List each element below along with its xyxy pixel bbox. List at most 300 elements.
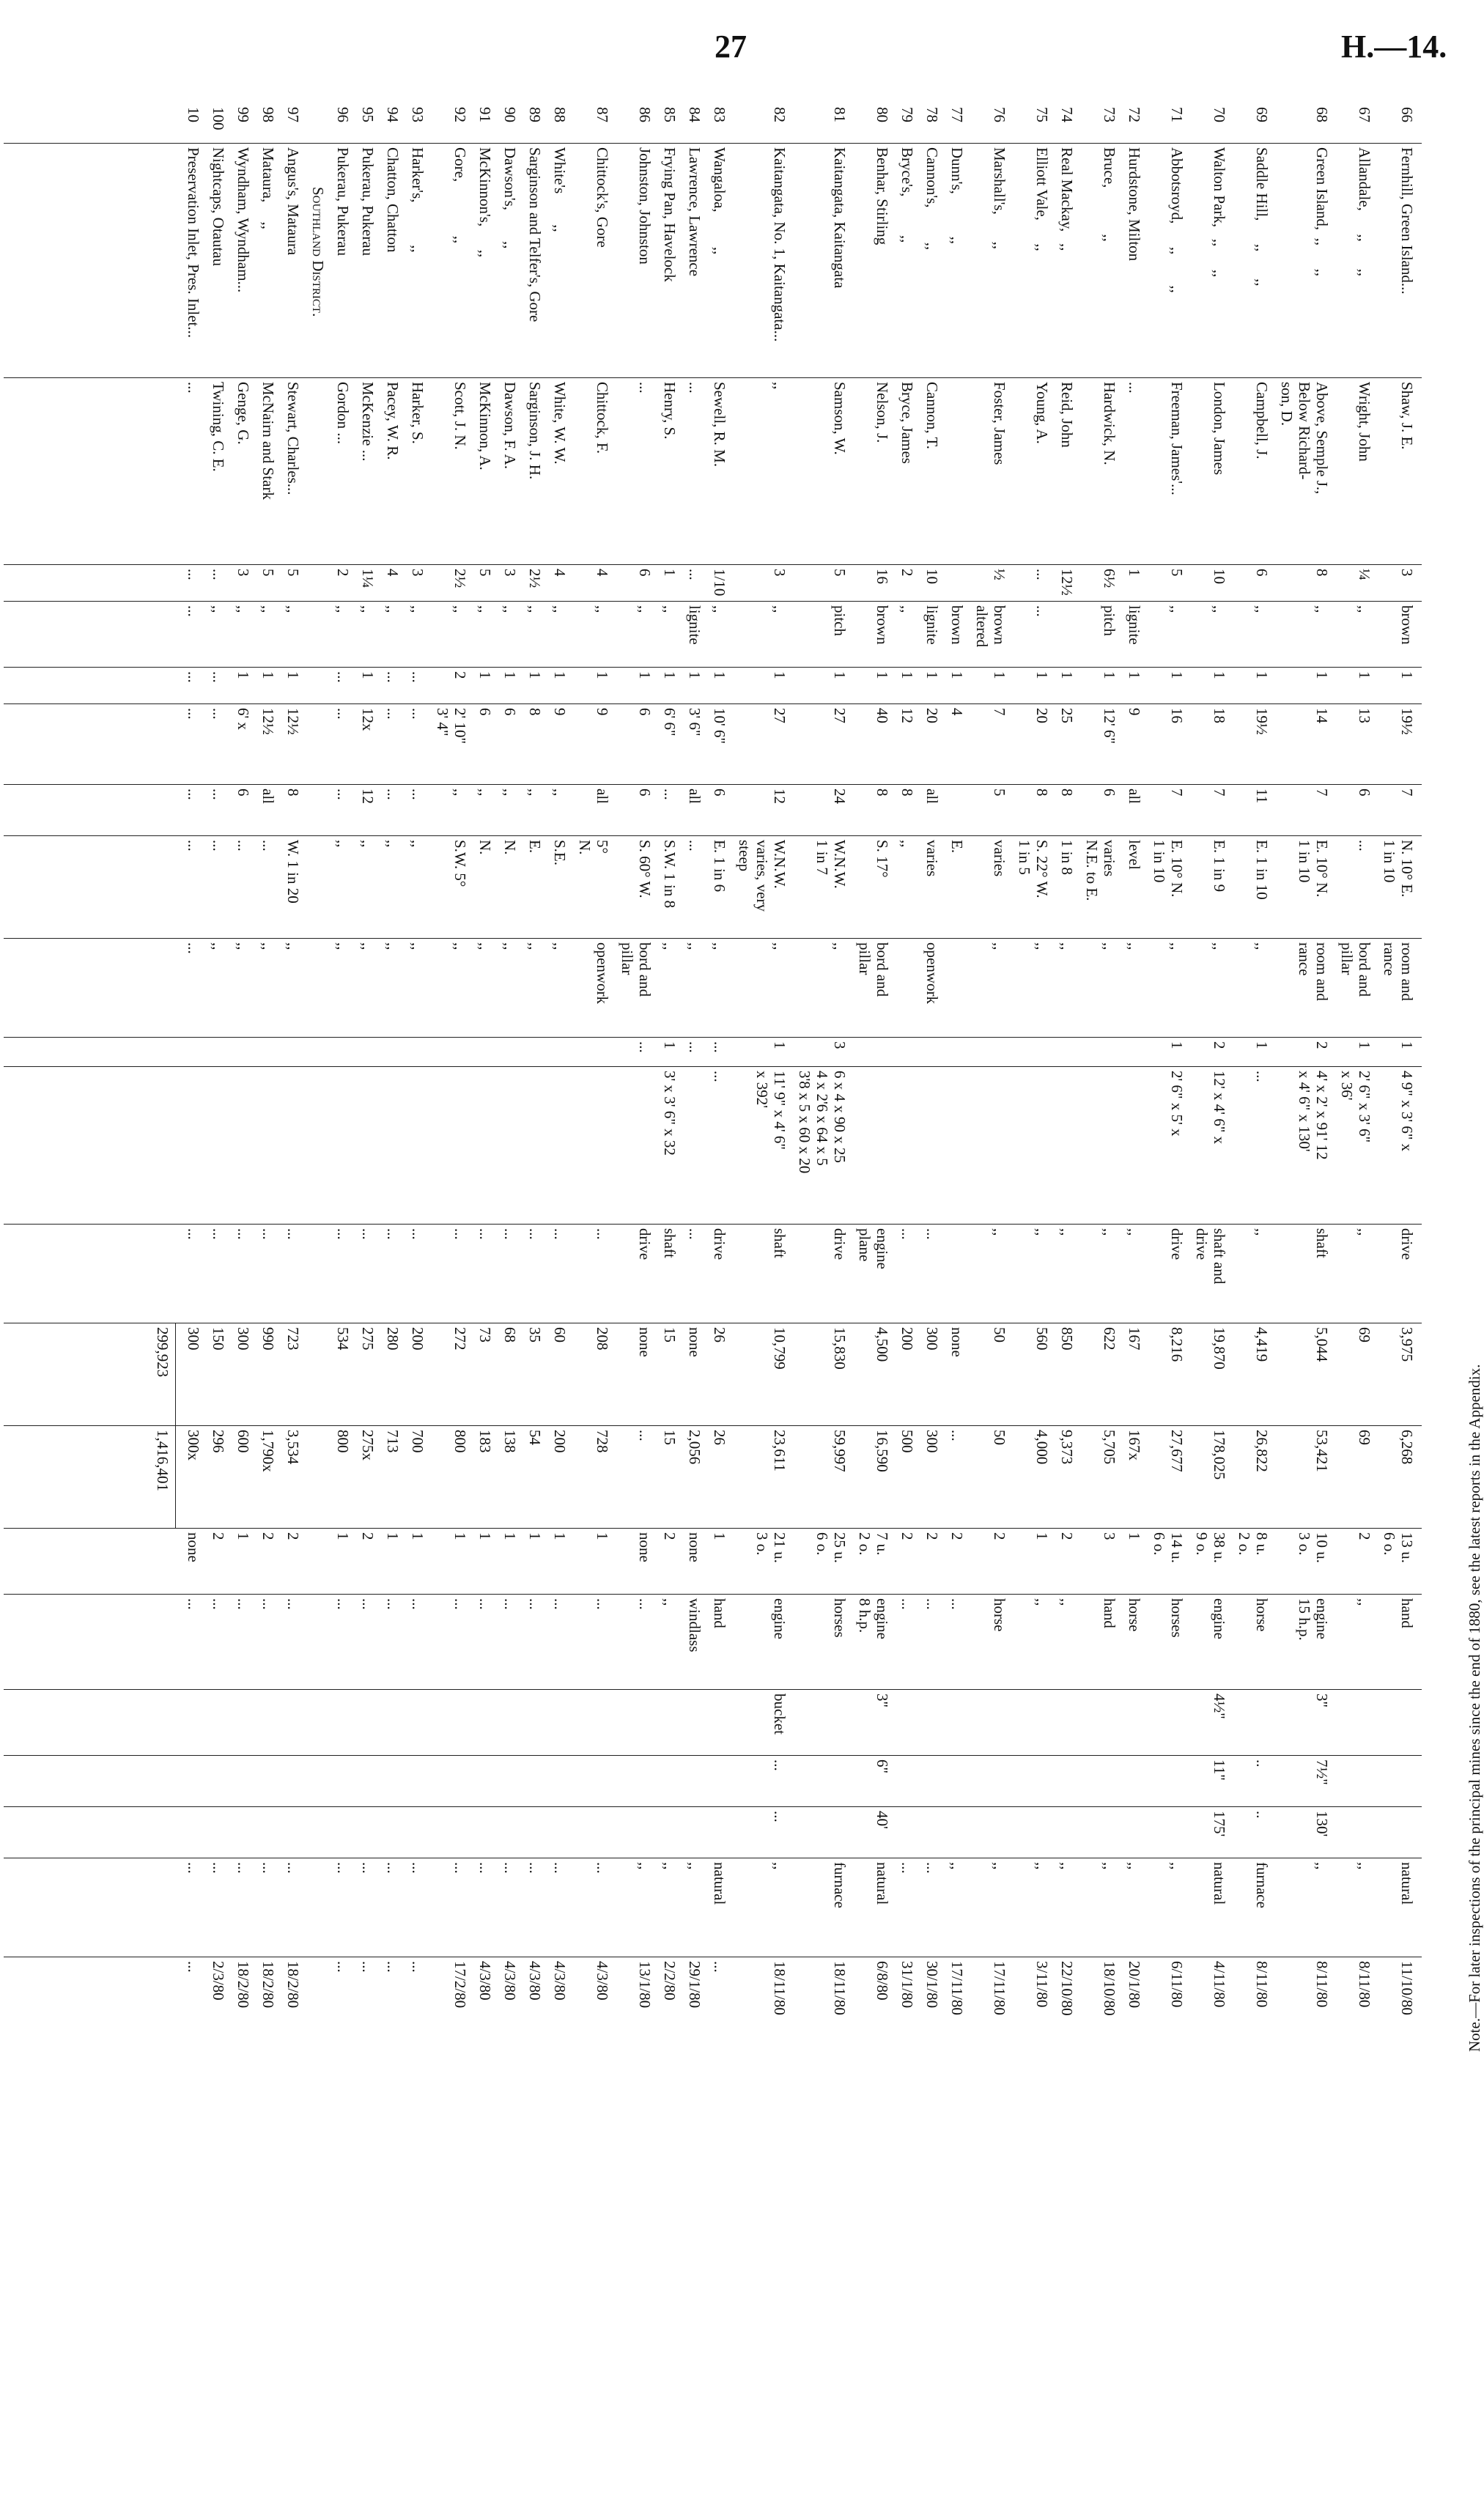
cell-mine: Harker's, ,,	[409, 147, 427, 253]
cell-vent: ...	[551, 1862, 569, 1874]
cell-access: ...	[210, 1228, 227, 1240]
cell-no: 69	[1253, 107, 1271, 122]
cell-no: 100	[210, 107, 227, 130]
table-row	[427, 103, 469, 2455]
cell-dip: S. 22° W. 1 in 5	[1016, 840, 1051, 898]
cell-vent: ,,	[1126, 1862, 1143, 1870]
cell-mine: McKinnon's, ,,	[476, 147, 494, 258]
table-row	[1051, 103, 1076, 2455]
cell-f: 19,870	[1211, 1327, 1228, 1370]
cell-dip: E. 1 in 9	[1211, 840, 1228, 893]
cell-vent: ,,	[1058, 1862, 1076, 1870]
cell-date: 6/8/80	[874, 1961, 891, 2001]
cell-access: ,,	[1253, 1228, 1271, 1236]
cell-dip: ...	[686, 840, 704, 852]
cell-no: 90	[501, 107, 519, 122]
cell-date: 11/10/80	[1398, 1961, 1416, 2015]
cell-j: ...	[771, 1811, 789, 1822]
cell-owner: Cannon, T.	[923, 382, 941, 449]
cell-date: 17/2/80	[451, 1961, 469, 2009]
cell-men: 1	[476, 1532, 494, 1540]
cell-owner: London, James	[1211, 382, 1228, 476]
cell-coal: pitch	[1101, 605, 1118, 636]
cell-no: 71	[1168, 107, 1186, 122]
cell-men: 1	[1126, 1532, 1143, 1540]
cell-haul: ...	[284, 1598, 302, 1610]
cell-method: ,,	[334, 942, 352, 950]
cell-c: 12x	[359, 708, 377, 731]
table-row	[966, 103, 1008, 2455]
cell-no: 10	[185, 107, 202, 122]
cell-dip: E.	[948, 840, 966, 854]
cell-f: 26	[711, 1327, 728, 1342]
cell-no: 89	[526, 107, 544, 122]
cell-no: 77	[948, 107, 966, 122]
cell-f: 723	[284, 1327, 302, 1351]
cell-men: 2	[210, 1532, 227, 1540]
cell-method: ,,	[661, 942, 679, 950]
cell-f: 15	[661, 1327, 679, 1342]
cell-mine: Preservation Inlet, Pres. Inlet...	[185, 147, 202, 339]
cell-c: 9	[551, 708, 569, 716]
cell-date: 4/11/80	[1211, 1961, 1228, 2008]
cell-mine: Walton Park, ,, ,,	[1211, 147, 1228, 278]
cell-b: 1	[686, 671, 704, 679]
cell-men: 7 u. 2 o.	[856, 1532, 891, 1556]
totals-rule	[175, 1323, 176, 1528]
cell-e: 1	[1398, 1041, 1416, 1049]
table-row	[1331, 103, 1373, 2455]
cell-men: 38 u. 9 o.	[1193, 1532, 1228, 1563]
cell-date: 17/11/80	[948, 1961, 966, 2015]
cell-haul: engine	[771, 1598, 789, 1639]
cell-date: ...	[334, 1961, 352, 1973]
cell-no: 92	[451, 107, 469, 122]
cell-owner: Sarginson, J. H.	[526, 382, 544, 480]
cell-mine: Abbotsroyd, ,, ,,	[1168, 147, 1186, 293]
cell-size: 6 x 4 x 90 x 25 4 x 2'6 x 64 x 5 3'8 x 5 x 60 x 20	[796, 1071, 849, 1174]
cell-men: 1	[409, 1532, 427, 1540]
cell-a: 1	[1126, 569, 1143, 577]
cell-men: 1	[384, 1532, 402, 1540]
cell-c: ...	[210, 708, 227, 720]
cell-date: 18/2/80	[235, 1961, 252, 2009]
cell-j: 40'	[874, 1811, 891, 1829]
cell-men: 2	[948, 1532, 966, 1540]
cell-b: 1	[831, 671, 849, 679]
cell-mine: Mataura, ,,	[259, 147, 277, 229]
cell-d: 6	[711, 788, 728, 797]
cell-access: ...	[284, 1228, 302, 1240]
cell-a: 2	[334, 569, 352, 577]
cell-f: 10,799	[771, 1327, 789, 1370]
cell-access: ...	[451, 1228, 469, 1240]
cell-coal: ,,	[359, 605, 377, 613]
cell-a: 5	[1168, 569, 1186, 577]
cell-g: 5,705	[1101, 1430, 1118, 1465]
cell-men: 2	[259, 1532, 277, 1540]
cell-owner: ,,	[771, 382, 789, 390]
cell-haul: ...	[526, 1598, 544, 1610]
cell-a: ½	[991, 569, 1008, 580]
cell-access: ...	[384, 1228, 402, 1240]
cell-c: 20	[1033, 708, 1051, 723]
cell-b: 1	[898, 671, 916, 679]
cell-owner: ...	[1126, 382, 1143, 394]
cell-date: 8/11/80	[1313, 1961, 1331, 2008]
cell-method: openwork	[923, 942, 941, 1004]
cell-mine: Real Mackay, ,,	[1058, 147, 1076, 251]
cell-date: 4/3/80	[594, 1961, 611, 2001]
cell-access: ...	[898, 1228, 916, 1240]
cell-coal: ,,	[1356, 605, 1373, 613]
cell-vent: ,,	[661, 1862, 679, 1870]
cell-date: ...	[185, 1961, 202, 1973]
table-row	[202, 103, 227, 2455]
cell-b: 1	[551, 671, 569, 679]
cell-dip: varies N.E. to E.	[1083, 840, 1118, 901]
cell-method: room and rance	[1381, 942, 1416, 1001]
cell-method: ...	[185, 942, 202, 954]
cell-men: 2	[661, 1532, 679, 1540]
cell-f: 200	[898, 1327, 916, 1351]
cell-haul: ...	[948, 1598, 966, 1610]
cell-owner: Sewell, R. M.	[711, 382, 728, 468]
cell-dip: ...	[210, 840, 227, 852]
cell-b: ...	[210, 671, 227, 683]
cell-mine: Frying Pan, Havelock	[661, 147, 679, 282]
cell-owner: Young, A.	[1033, 382, 1051, 444]
table-row	[1186, 103, 1228, 2455]
cell-owner: McKinnon, A.	[476, 382, 494, 470]
cell-dip: S. 17°	[874, 840, 891, 878]
cell-b: 1	[1168, 671, 1186, 679]
cell-f: 60	[551, 1327, 569, 1342]
cell-no: 85	[661, 107, 679, 122]
cell-c: 6' x	[235, 708, 252, 731]
cell-d: ...	[661, 788, 679, 800]
cell-c: 9	[1126, 708, 1143, 716]
cell-method: bord and pillar	[619, 942, 654, 997]
cell-haul: ...	[551, 1598, 569, 1610]
cell-d: 6	[1101, 788, 1118, 797]
cell-b: ...	[185, 671, 202, 683]
cell-b: 1	[874, 671, 891, 679]
cell-a: 8	[1313, 569, 1331, 577]
cell-d: 6	[235, 788, 252, 797]
cell-method: ,,	[1101, 942, 1118, 950]
cell-men: 1	[235, 1532, 252, 1540]
cell-owner: ...	[686, 382, 704, 394]
cell-no: 66	[1398, 107, 1416, 122]
cell-g: 296	[210, 1430, 227, 1453]
cell-owner: Harker, S.	[409, 382, 427, 444]
cell-access: ,,	[1356, 1228, 1373, 1236]
cell-date: 18/2/80	[284, 1961, 302, 2009]
cell-vent: ...	[594, 1862, 611, 1874]
cell-vent: ...	[451, 1862, 469, 1874]
table-row	[402, 103, 427, 2455]
cell-mine: Wyndham, Wyndham...	[235, 147, 252, 293]
cell-date: 22/10/80	[1058, 1961, 1076, 2016]
cell-f: 534	[334, 1327, 352, 1351]
cell-method: bord and pillar	[856, 942, 891, 997]
cell-haul: horses	[1168, 1598, 1186, 1638]
table-row	[789, 103, 849, 2455]
cell-d: all	[259, 788, 277, 804]
total-f: 299,923	[154, 1327, 171, 1378]
cell-method: ,,	[1168, 942, 1186, 950]
cell-f: 8,216	[1168, 1327, 1186, 1362]
cell-haul: ...	[501, 1598, 519, 1610]
cell-access: engine plane	[856, 1228, 891, 1269]
cell-mine: Elliott Vale, ,,	[1033, 147, 1051, 251]
cell-method: ,,	[526, 942, 544, 950]
cell-d: 7	[1313, 788, 1331, 797]
cell-vent: ...	[259, 1862, 277, 1874]
cell-dip: ,,	[334, 840, 352, 848]
cell-vent: ,,	[1033, 1862, 1051, 1870]
cell-men: 1	[501, 1532, 519, 1540]
cell-g: 800	[451, 1430, 469, 1453]
cell-vent: ,,	[686, 1862, 704, 1870]
cell-b: ...	[384, 671, 402, 683]
cell-h: 4½"	[1211, 1694, 1228, 1719]
cell-men: 8 u. 2 o.	[1236, 1532, 1271, 1556]
cell-f: 208	[594, 1327, 611, 1351]
cell-no: 68	[1313, 107, 1331, 122]
cell-a: 4	[384, 569, 402, 577]
cell-no: 87	[594, 107, 611, 122]
cell-a: 12½	[1058, 569, 1076, 596]
cell-g: 16,590	[874, 1430, 891, 1472]
cell-men: 1	[526, 1532, 544, 1540]
cell-access: ,,	[1101, 1228, 1118, 1236]
cell-access: ...	[686, 1228, 704, 1240]
cell-g: 54	[526, 1430, 544, 1445]
cell-g: 300	[923, 1430, 941, 1453]
table-row	[252, 103, 277, 2455]
table-row	[1143, 103, 1186, 2455]
cell-men: 21 u. 3 o.	[753, 1532, 789, 1563]
cell-f: 560	[1033, 1327, 1051, 1351]
table-row	[704, 103, 728, 2455]
cell-f: 150	[210, 1327, 227, 1351]
cell-date: 4/3/80	[551, 1961, 569, 2001]
cell-i: ..	[1253, 1759, 1271, 1768]
cell-haul: ...	[185, 1598, 202, 1610]
cell-dip: E. 1 in 6	[711, 840, 728, 893]
cell-coal: ,,	[235, 605, 252, 613]
cell-no: 91	[476, 107, 494, 122]
cell-access: ,,	[1126, 1228, 1143, 1236]
cell-d: 7	[1168, 788, 1186, 797]
cell-coal: ,,	[409, 605, 427, 613]
cell-a: 5	[831, 569, 849, 577]
cell-haul: horses	[831, 1598, 849, 1638]
cell-coal: ,,	[594, 605, 611, 613]
cell-owner: Chittock, F.	[594, 382, 611, 454]
cell-date: 20/1/80	[1126, 1961, 1143, 2009]
cell-dip: E. 1 in 10	[1253, 840, 1271, 900]
cell-vent: natural	[711, 1862, 728, 1905]
cell-dip: E. 10° N. 1 in 10	[1296, 840, 1331, 898]
cell-haul: ...	[898, 1598, 916, 1610]
cell-g: 3,534	[284, 1430, 302, 1465]
cell-b: 1	[501, 671, 519, 679]
cell-date: ...	[711, 1961, 728, 1973]
cell-e: 2	[1211, 1041, 1228, 1049]
cell-mine: Cannon's, ,,	[923, 147, 941, 251]
cell-owner: Scott, J. N.	[451, 382, 469, 450]
cell-c: 12	[898, 708, 916, 723]
cell-vent: ...	[235, 1862, 252, 1874]
cell-dip: varies	[923, 840, 941, 877]
cell-h: 3"	[1313, 1694, 1331, 1708]
page-number: 27	[715, 29, 747, 64]
cell-mine: Gore, ,,	[451, 147, 469, 244]
cell-no: 72	[1126, 107, 1143, 122]
cell-men: 13 u. 6 o.	[1381, 1532, 1416, 1563]
cell-dip: ...	[1356, 840, 1373, 852]
cell-mine: Fernhill, Green Island...	[1398, 147, 1416, 295]
cell-access: drive	[831, 1228, 849, 1260]
cell-b: 1	[636, 671, 654, 679]
cell-vent: ,,	[948, 1862, 966, 1870]
cell-access: ...	[476, 1228, 494, 1240]
table-row	[352, 103, 377, 2455]
cell-haul: horse	[991, 1598, 1008, 1632]
cell-b: 1	[1313, 671, 1331, 679]
cell-c: 18	[1211, 708, 1228, 723]
cell-dip: 5° N.	[576, 840, 611, 855]
cell-method: ,,	[451, 942, 469, 950]
cell-g: 23,611	[771, 1430, 789, 1471]
cell-g: 53,421	[1313, 1430, 1331, 1472]
cell-men: 2	[991, 1532, 1008, 1540]
cell-haul: ...	[409, 1598, 427, 1610]
cell-c: 6	[476, 708, 494, 716]
cell-g: 26	[711, 1430, 728, 1445]
cell-owner: Bryce, James	[898, 382, 916, 464]
cell-owner: Dawson, F. A.	[501, 382, 519, 470]
cell-men: 25 u. 6 o.	[813, 1532, 849, 1563]
cell-c: 10' 6"	[711, 708, 728, 745]
cell-coal: ,,	[1211, 605, 1228, 613]
cell-a: 6	[1253, 569, 1271, 577]
cell-c: 27	[771, 708, 789, 723]
cell-access: ...	[259, 1228, 277, 1240]
cell-f: 275	[359, 1327, 377, 1351]
cell-dip: W.N.W. 1 in 7	[813, 840, 849, 889]
cell-f: 300	[185, 1327, 202, 1351]
cell-size: ...	[1253, 1071, 1271, 1082]
cell-no: 95	[359, 107, 377, 122]
cell-d: 6	[636, 788, 654, 797]
cell-size: 11' 9" x 4' 6" x 392'	[753, 1071, 789, 1150]
cell-c: 19½	[1253, 708, 1271, 735]
cell-e: ...	[686, 1041, 704, 1053]
cell-d: ...	[409, 788, 427, 800]
cell-vent: ...	[210, 1862, 227, 1874]
cell-c: ...	[185, 708, 202, 720]
cell-dip: W. 1 in 20	[284, 840, 302, 904]
cell-a: 4	[594, 569, 611, 577]
cell-date: 4/3/80	[526, 1961, 544, 2001]
cell-date: 2/2/80	[661, 1961, 679, 2001]
cell-size: 4' x 2' x 91' 12 x 4' 6" x 130'	[1296, 1071, 1331, 1160]
cell-date: 31/1/80	[898, 1961, 916, 2009]
cell-coal: ,,	[210, 605, 227, 613]
cell-coal: ,,	[771, 605, 789, 613]
cell-b: 1	[1101, 671, 1118, 679]
cell-g: 1,790x	[259, 1430, 277, 1472]
cell-haul: hand	[1101, 1598, 1118, 1628]
cell-vent: ...	[409, 1862, 427, 1874]
cell-coal: ,,	[636, 605, 654, 613]
cell-e: 1	[771, 1041, 789, 1049]
cell-date: 18/10/80	[1101, 1961, 1118, 2016]
cell-no: 88	[551, 107, 569, 122]
cell-d: ...	[334, 788, 352, 800]
cell-g: 713	[384, 1430, 402, 1453]
cell-mine: Lawrence, Lawrence	[686, 147, 704, 277]
table-row	[1228, 103, 1271, 2455]
cell-a: ...	[686, 569, 704, 580]
cell-vent: ...	[334, 1862, 352, 1874]
cell-men: 2	[1058, 1532, 1076, 1540]
cell-men: 1	[1033, 1532, 1051, 1540]
cell-no: 79	[898, 107, 916, 122]
cell-haul: horse	[1126, 1598, 1143, 1632]
cell-g: 9,373	[1058, 1430, 1076, 1465]
cell-owner: Shaw, J. E.	[1398, 382, 1416, 450]
cell-e: 1	[661, 1041, 679, 1049]
cell-g: 178,025	[1211, 1430, 1228, 1480]
cell-b: 1	[284, 671, 302, 679]
table-row	[544, 103, 569, 2455]
cell-vent: ...	[526, 1862, 544, 1874]
cell-coal: ,,	[1253, 605, 1271, 613]
cell-haul: ,,	[661, 1598, 679, 1606]
cell-g: ...	[636, 1430, 654, 1441]
cell-mine: Kaitangata, Kaitangata	[831, 147, 849, 289]
footnote: Note.—For later inspections of the principal mines since the end of 1880, see the latest reports in the Appendix.	[1466, 1364, 1483, 2052]
cell-c: 9	[594, 708, 611, 716]
cell-vent: ...	[384, 1862, 402, 1874]
cell-b: 1	[1398, 671, 1416, 679]
cell-access: shaft	[771, 1228, 789, 1258]
cell-b: ...	[334, 671, 352, 683]
cell-vent: natural	[874, 1862, 891, 1905]
cell-no: 76	[991, 107, 1008, 122]
cell-g: 500	[898, 1430, 916, 1453]
cell-mine: Chatton, Chatton	[384, 147, 402, 253]
cell-c: ...	[334, 708, 352, 720]
cell-haul: engine	[1211, 1598, 1228, 1639]
cell-d: 12	[359, 788, 377, 804]
cell-access: ...	[923, 1228, 941, 1240]
cell-i: 6"	[874, 1759, 891, 1774]
cell-a: 1	[661, 569, 679, 577]
cell-owner: Stewart, Charles...	[284, 382, 302, 495]
cell-i: ...	[771, 1759, 789, 1771]
table-row	[941, 103, 966, 2455]
cell-mine: Sarginson and Telfer's, Gore	[526, 147, 544, 322]
cell-access: ...	[235, 1228, 252, 1240]
cell-b: 1	[1253, 671, 1271, 679]
cell-g: ...	[948, 1430, 966, 1441]
